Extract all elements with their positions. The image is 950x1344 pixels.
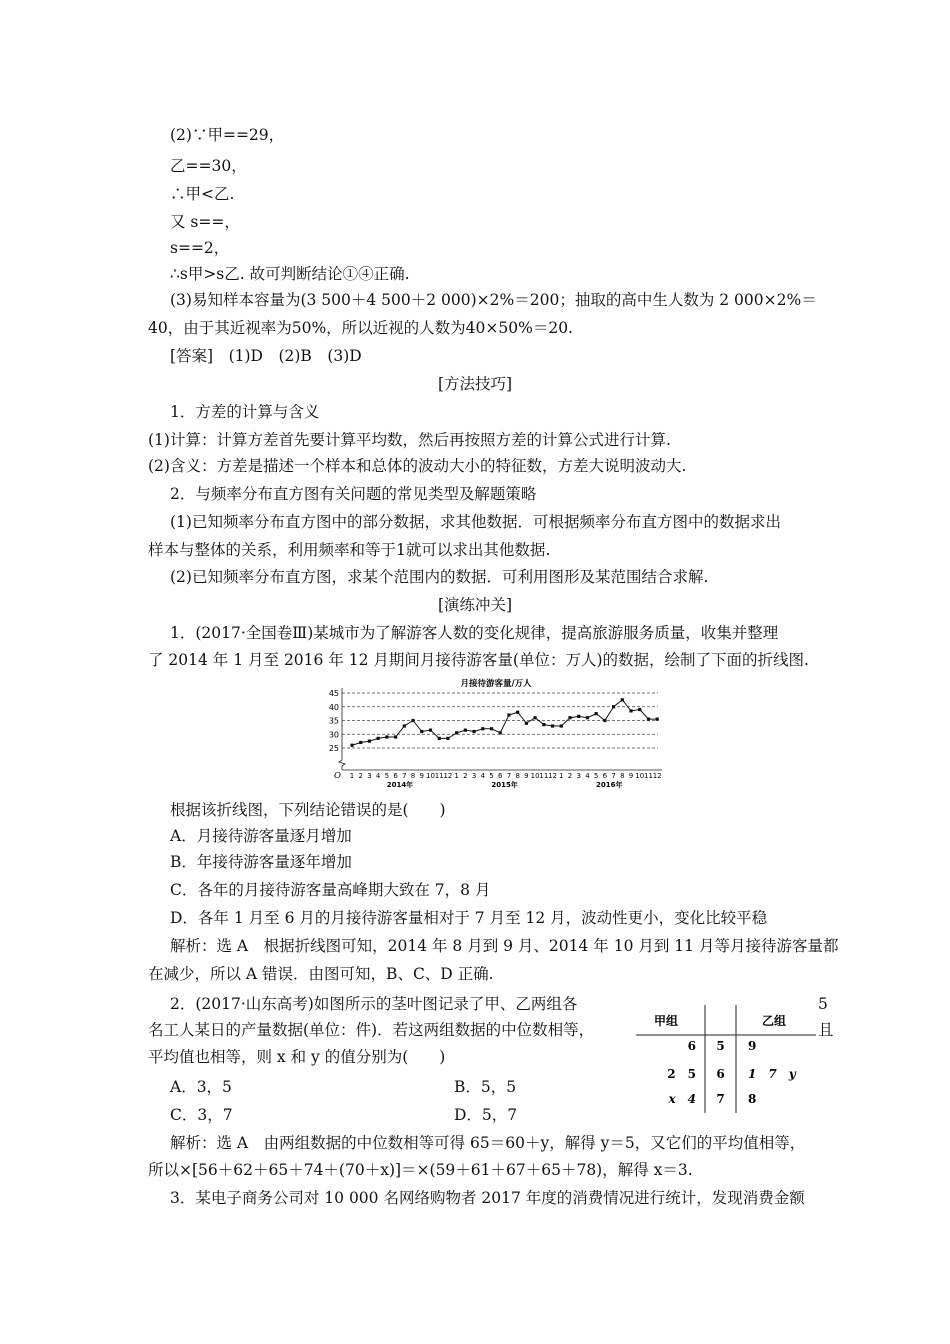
q3-line1: 3．某电子商务公司对 10 000 名网络购物者 2017 年度的消费情况进行统计，发现消费金额 [170, 1189, 805, 1207]
solution2-line3: ∴甲<乙. [170, 185, 235, 203]
x-tick-label-36: 12 [652, 772, 662, 780]
data-point-30 [603, 719, 606, 722]
stemleaf-row2-stem: 6 [716, 1067, 725, 1081]
q1-line1: 1．(2017·全国卷Ⅲ)某城市为了解游客人数的变化规律，提高旅游服务质量，收集并整理 [170, 624, 779, 642]
q2-option-d: D．5，7 [454, 1106, 518, 1124]
solution2-line2: 乙==30， [170, 157, 247, 175]
x-tick-label-26: 2 [567, 772, 573, 780]
q2-analysis-line1: 解析：选 A 由两组数据的中位数相等可得 65＝60＋y，解得 y＝5，又它们的平均值相等， [170, 1134, 806, 1152]
data-point-19 [507, 713, 510, 716]
answer-line: [答案] (1)D (2)B (3)D [170, 347, 362, 365]
methods-heading: [方法技巧] [437, 375, 513, 393]
methods-p5a: (1)已知频率分布直方图中的部分数据，求其他数据．可根据频率分布直方图中的数据求出 [170, 513, 781, 531]
q2-option-c: C．3，7 [170, 1106, 233, 1124]
x-tick-label-21: 9 [524, 772, 529, 780]
x-tick-label-32: 8 [620, 772, 625, 780]
q1-analysis-line1: 解析：选 A 根据折线图可知，2014 年 8 月到 9 月、2014 年 10 月到 11 月等月接待游客量都 [170, 937, 839, 955]
stem-leaf-plot [636, 1005, 816, 1117]
data-point-1 [350, 744, 353, 747]
data-point-14 [464, 729, 467, 732]
x-tick-label-17: 5 [489, 772, 494, 780]
x-tick-label-31: 7 [611, 772, 616, 780]
data-point-9 [420, 730, 423, 733]
q2-line2-tail: 且 [818, 1021, 834, 1039]
x-tick-label-16: 4 [480, 772, 486, 780]
q2-line2: 名工人某日的产量数据(单位：件)．若这两组数据的中位数相等， [148, 1021, 595, 1039]
q2-line1: 2．(2017·山东高考)如图所示的茎叶图记录了甲、乙两组各 [170, 995, 578, 1013]
solution3-line1: (3)易知样本容量为(3 500＋4 500＋2 000)×2%＝200；抽取的高中生人数为 2 000×2%＝ [170, 291, 817, 309]
stemleaf-header-left: 甲组 [654, 1014, 679, 1028]
x-tick-label-24: 12 [548, 772, 558, 780]
methods-p4: 2．与频率分布直方图有关问题的常见类型及解题策略 [170, 485, 537, 503]
q1-line2: 了 2014 年 1 月至 2016 年 12 月期间月接待游客量(单位：万人)的数据，绘制了下面的折线图. [148, 651, 809, 669]
x-tick-label-7: 7 [402, 772, 407, 780]
methods-p6: (2)已知频率分布直方图，求某个范围内的数据．可利用图形及某范围结合求解. [170, 568, 709, 586]
x-tick-label-2: 2 [358, 772, 363, 780]
data-point-36 [656, 718, 659, 721]
stemleaf-row1-left: 6 [687, 1039, 696, 1053]
x-tick-label-34: 10 [635, 772, 645, 780]
y-tick-label-30: 30 [328, 730, 339, 740]
stemleaf-row3-right: 8 [748, 1092, 757, 1106]
data-point-15 [472, 730, 475, 733]
x-tick-label-19: 7 [506, 772, 512, 780]
x-tick-label-27: 3 [576, 772, 581, 780]
y-tick-label-25: 25 [328, 744, 339, 753]
data-point-12 [446, 737, 449, 740]
data-point-27 [577, 715, 580, 718]
data-point-18 [499, 731, 502, 734]
q2-analysis-line2: 所以×[56＋62＋65＋74＋(70＋x)]＝×(59＋61＋67＋65＋78)，解得 x＝3. [148, 1161, 693, 1179]
data-point-28 [586, 716, 589, 719]
x-tick-label-9: 9 [419, 772, 424, 780]
q2-option-b: B．5，5 [454, 1078, 517, 1096]
solution2-line1: (2)∵甲==29， [170, 126, 285, 144]
data-point-35 [647, 718, 650, 721]
chart-title: 月接待游客量/万人 [460, 679, 532, 689]
q1-stem: 根据该折线图，下列结论错误的是( ) [170, 801, 446, 819]
solution2-line4: 又 s==， [170, 213, 240, 231]
stemleaf-row1-stem: 5 [716, 1039, 725, 1053]
data-point-16 [481, 727, 484, 730]
x-tick-label-13: 1 [454, 772, 459, 780]
x-tick-label-14: 2 [463, 772, 468, 780]
origin-label: O [334, 771, 341, 781]
x-tick-label-35: 11 [644, 772, 653, 780]
data-point-29 [595, 712, 598, 715]
solution3-line2: 40，由于其近视率为50%，所以近视的人数为40×50%＝20. [148, 319, 573, 337]
practice-heading: [演练冲关] [437, 596, 513, 614]
stemleaf-row3-left: x 4 [668, 1092, 696, 1106]
x-tick-label-10: 10 [426, 772, 435, 780]
stemleaf-row2-left: 2 5 [667, 1067, 696, 1081]
solution2-line5: s==2， [170, 239, 230, 257]
q1-analysis-line2: 在减少，所以 A 错误．由图可知，B、C、D 正确. [148, 965, 494, 983]
q2-line3: 平均值也相等，则 x 和 y 的值分别为( ) [148, 1048, 446, 1066]
x-tick-label-5: 5 [384, 772, 390, 780]
y-axis-break [339, 760, 345, 770]
methods-p2: (1)计算：计算方差首先要计算平均数，然后再按照方差的计算公式进行计算. [148, 431, 671, 449]
data-point-13 [455, 731, 458, 734]
y-tick-label-40: 40 [328, 702, 339, 712]
x-tick-label-12: 12 [443, 772, 453, 780]
data-point-8 [411, 719, 414, 722]
data-point-5 [385, 735, 388, 738]
data-point-7 [403, 724, 406, 727]
tourist-line-chart [318, 676, 674, 794]
data-point-22 [534, 716, 537, 719]
stemleaf-row1-right: 9 [748, 1039, 757, 1053]
x-tick-label-11: 11 [434, 772, 444, 780]
year-label-1: 2014年 [386, 781, 414, 789]
x-tick-label-30: 6 [602, 772, 608, 780]
q1-option-d: D．各年 1 月至 6 月的月接待游客量相对于 7 月至 12 月，波动性更小，变化比较平稳 [170, 909, 768, 927]
x-tick-label-20: 8 [515, 772, 520, 780]
y-tick-label-45: 45 [328, 689, 339, 698]
q1-option-c: C．各年的月接待游客量高峰期大致在 7，8 月 [170, 881, 491, 899]
data-point-26 [568, 716, 571, 719]
x-tick-label-6: 6 [393, 772, 398, 780]
methods-p5b: 样本与整体的关系，利用频率和等于1就可以求出其他数据. [148, 541, 551, 559]
q1-option-b: B．年接待游客量逐年增加 [170, 853, 352, 871]
x-tick-label-29: 5 [593, 772, 599, 780]
x-tick-label-18: 6 [498, 772, 503, 780]
stemleaf-header-right: 乙组 [762, 1014, 787, 1028]
stemleaf-row2-right: 1 7 y [748, 1067, 796, 1081]
data-point-24 [551, 724, 554, 727]
data-point-11 [438, 737, 441, 740]
data-point-34 [638, 708, 641, 711]
data-point-33 [629, 709, 632, 712]
q2-line1-tail: 5 [818, 995, 828, 1013]
data-point-32 [621, 698, 624, 701]
data-point-25 [560, 724, 563, 727]
x-tick-label-22: 10 [530, 772, 540, 780]
year-label-3: 2016年 [595, 781, 623, 789]
data-point-23 [542, 723, 545, 726]
stemleaf-row3-stem: 7 [716, 1092, 725, 1106]
x-tick-label-15: 3 [471, 772, 477, 780]
x-tick-label-1: 1 [349, 772, 355, 780]
x-tick-label-28: 4 [585, 772, 590, 780]
data-point-6 [394, 735, 397, 738]
year-label-2: 2015年 [491, 781, 518, 789]
x-tick-label-8: 8 [410, 772, 416, 780]
data-point-4 [377, 737, 380, 740]
x-tick-label-25: 1 [559, 772, 564, 780]
methods-p3: (2)含义：方差是描述一个样本和总体的波动大小的特征数，方差大说明波动大. [148, 457, 687, 475]
solution2-line6: ∴s甲>s乙. 故可判断结论①④正确. [170, 265, 410, 283]
q2-option-a: A．3，5 [170, 1078, 232, 1096]
data-point-17 [490, 727, 493, 730]
data-point-2 [359, 741, 362, 744]
data-point-10 [429, 729, 432, 732]
q1-option-a: A．月接待游客量逐月增加 [170, 827, 352, 845]
data-point-20 [516, 711, 519, 714]
data-point-21 [525, 722, 528, 725]
x-tick-label-23: 11 [539, 772, 549, 780]
data-point-3 [368, 740, 371, 743]
methods-p1: 1．方差的计算与含义 [170, 403, 320, 421]
x-tick-label-4: 4 [375, 772, 381, 780]
x-tick-label-3: 3 [367, 772, 372, 780]
data-point-31 [612, 705, 615, 708]
x-tick-label-33: 9 [628, 772, 634, 780]
y-tick-label-35: 35 [328, 716, 339, 726]
